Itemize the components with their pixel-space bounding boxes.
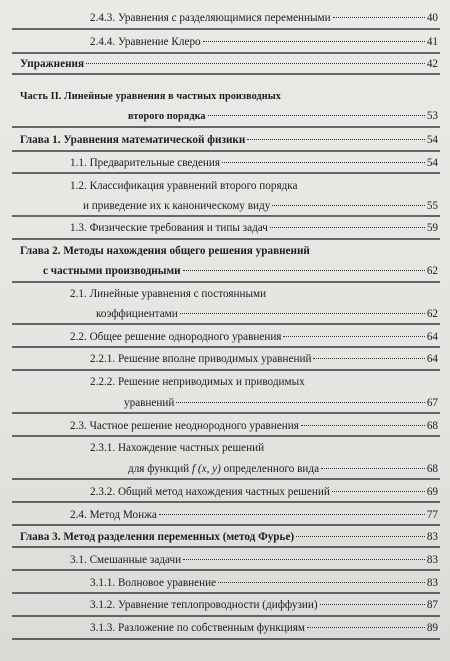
toc-entry-page: 64 [426, 353, 438, 365]
toc-entry-title: 3.1.2. Уравнение теплопроводности (диффузии) [90, 599, 318, 611]
function-notation: f (x, y) [191, 463, 221, 475]
toc-entry-title: коэффициентами [96, 308, 178, 320]
toc-entry-page: 69 [426, 486, 438, 498]
toc-entry-3-1-1 [90, 576, 438, 590]
leader-dots [332, 491, 425, 492]
toc-entry-title: Глава 1. Уравнения математической физики [20, 134, 246, 146]
leader-dots [208, 115, 425, 116]
row-divider [12, 150, 440, 152]
row-divider [12, 281, 440, 283]
row-divider [12, 592, 440, 594]
row-divider [12, 52, 440, 54]
toc-entry-2-2-2 [124, 396, 438, 410]
toc-entry-page: 67 [426, 397, 438, 409]
toc-entry-1-3 [70, 221, 438, 235]
leader-dots [180, 313, 425, 314]
toc-entry-2-1 [96, 307, 438, 321]
toc-entry-title: 2.4.3. Уравнения с разделяющимися переменными [90, 12, 331, 24]
toc-entry-2-4 [70, 508, 438, 522]
toc-entry-2-2 [70, 330, 438, 344]
toc-entry-page: 87 [426, 599, 438, 611]
row-divider [12, 369, 440, 371]
toc-entry-title: 2.2.1. Решение вполне приводимых уравнений [90, 353, 312, 365]
leader-dots [333, 17, 425, 18]
toc-entry-title: 1.3. Физические требования и типы задач [70, 222, 268, 234]
row-divider [12, 238, 440, 240]
toc-entry-2-3 [70, 419, 438, 433]
toc-entry-3-1-2 [90, 598, 438, 612]
row-divider [12, 501, 440, 503]
toc-entry-part-2 [128, 109, 438, 124]
toc-entry-page: 55 [426, 200, 438, 212]
toc-entry-page: 41 [426, 36, 438, 48]
part-title-line2: второго порядка [128, 111, 206, 122]
toc-entry-page: 68 [426, 463, 438, 475]
toc-entry-title: и приведение их к каноническому виду [83, 200, 271, 212]
toc-entry-1-1 [70, 156, 438, 170]
toc-entry-page: 83 [426, 531, 438, 543]
toc-entry-page: 54 [426, 157, 438, 169]
row-divider [12, 615, 440, 617]
toc-entry-chapter-3 [20, 530, 438, 544]
toc-entry-title: 2.4.4. Уравнение Клеро [90, 36, 201, 48]
title-part: определенного вида [220, 463, 320, 475]
toc-entry-chapter-2-line1: Глава 2. Методы нахождения общего решения уравнений [20, 245, 310, 257]
toc-entry-title: 2.3. Частное решение неоднородного уравнения [70, 420, 299, 432]
toc-entry-2-4-3 [90, 11, 438, 25]
toc-entry-title: 1.1. Предварительные сведения [70, 157, 221, 169]
toc-entry-title: Упражнения [20, 58, 85, 70]
leader-dots [203, 41, 425, 42]
row-divider [12, 73, 440, 75]
row-divider [12, 435, 440, 437]
toc-entry-3-1-3 [90, 621, 438, 635]
toc-entry-page: 40 [426, 12, 438, 24]
row-divider [12, 346, 440, 348]
leader-dots [272, 205, 425, 206]
toc-entry-title [128, 462, 319, 476]
row-divider [12, 172, 440, 174]
toc-entry-chapter-2 [43, 264, 438, 278]
leader-dots [86, 63, 425, 64]
toc-entry-page: 54 [426, 134, 438, 146]
row-divider [12, 478, 440, 480]
toc-entry-title: уравнений [124, 397, 175, 409]
leader-dots [176, 402, 424, 403]
title-part: для функций [128, 463, 192, 475]
leader-dots [296, 536, 425, 537]
toc-entry-1-2 [83, 199, 438, 213]
leader-dots [183, 559, 425, 560]
toc-entry-title: 3.1.1. Волновое уравнение [90, 577, 217, 589]
toc-entry-page: 83 [426, 577, 438, 589]
toc-entry-chapter-1 [20, 133, 438, 147]
toc-entry-page: 77 [426, 509, 438, 521]
row-divider [12, 215, 440, 217]
toc-entry-page: 53 [426, 110, 438, 122]
toc-entry-title: 3.1.3. Разложение по собственным функциям [90, 622, 305, 634]
toc-entry-2-2-2-line1: 2.2.2. Решение неприводимых и приводимых [90, 376, 305, 388]
row-divider [12, 569, 440, 571]
part-title-line1: Часть II. Линейные уравнения в частных производных [20, 91, 281, 102]
toc-entry-page: 83 [426, 554, 438, 566]
row-divider [12, 546, 440, 548]
row-divider [12, 126, 440, 128]
row-divider [12, 28, 440, 30]
toc-entry-title: 2.2. Общее решение однородного уравнения [70, 331, 282, 343]
leader-dots [222, 162, 425, 163]
leader-dots [307, 627, 425, 628]
leader-dots [283, 336, 424, 337]
toc-entry-page: 89 [426, 622, 438, 634]
row-divider [12, 412, 440, 414]
toc-entry-page: 42 [426, 58, 438, 70]
toc-entry-title: Глава 3. Метод разделения переменных (метод Фурье) [20, 531, 295, 543]
toc-entry-2-3-2 [90, 485, 438, 499]
toc-entry-title: 3.1. Смешанные задачи [70, 554, 182, 566]
toc-entry-page: 64 [426, 331, 438, 343]
leader-dots [320, 604, 425, 605]
toc-entry-2-3-1 [128, 462, 438, 476]
toc-entry-page: 62 [426, 308, 438, 320]
leader-dots [247, 139, 425, 140]
row-divider [12, 524, 440, 526]
leader-dots [270, 227, 425, 228]
leader-dots [183, 270, 425, 271]
row-divider [12, 638, 440, 640]
toc-entry-2-2-1 [90, 352, 438, 366]
toc-entry-exercises [20, 57, 438, 71]
leader-dots [313, 358, 424, 359]
toc-entry-3-1 [70, 553, 438, 567]
toc-entry-1-2-line1: 1.2. Классификация уравнений второго порядка [70, 180, 298, 192]
leader-dots [218, 582, 425, 583]
toc-entry-title: 2.3.2. Общий метод нахождения частных решений [90, 486, 330, 498]
leader-dots [301, 425, 425, 426]
toc-entry-page: 62 [426, 265, 438, 277]
toc-entry-page: 59 [426, 222, 438, 234]
row-divider [12, 323, 440, 325]
toc-entry-2-1-line1: 2.1. Линейные уравнения с постоянными [70, 288, 267, 300]
toc-entry-page: 68 [426, 420, 438, 432]
toc-entry-title: с частными производными [43, 265, 181, 277]
leader-dots [321, 468, 425, 469]
toc-entry-title: 2.4. Метод Монжа [70, 509, 157, 521]
toc-entry-2-4-4 [90, 35, 438, 49]
leader-dots [159, 514, 425, 515]
toc-entry-2-3-1-line1: 2.3.1. Нахождение частных решений [90, 442, 265, 454]
